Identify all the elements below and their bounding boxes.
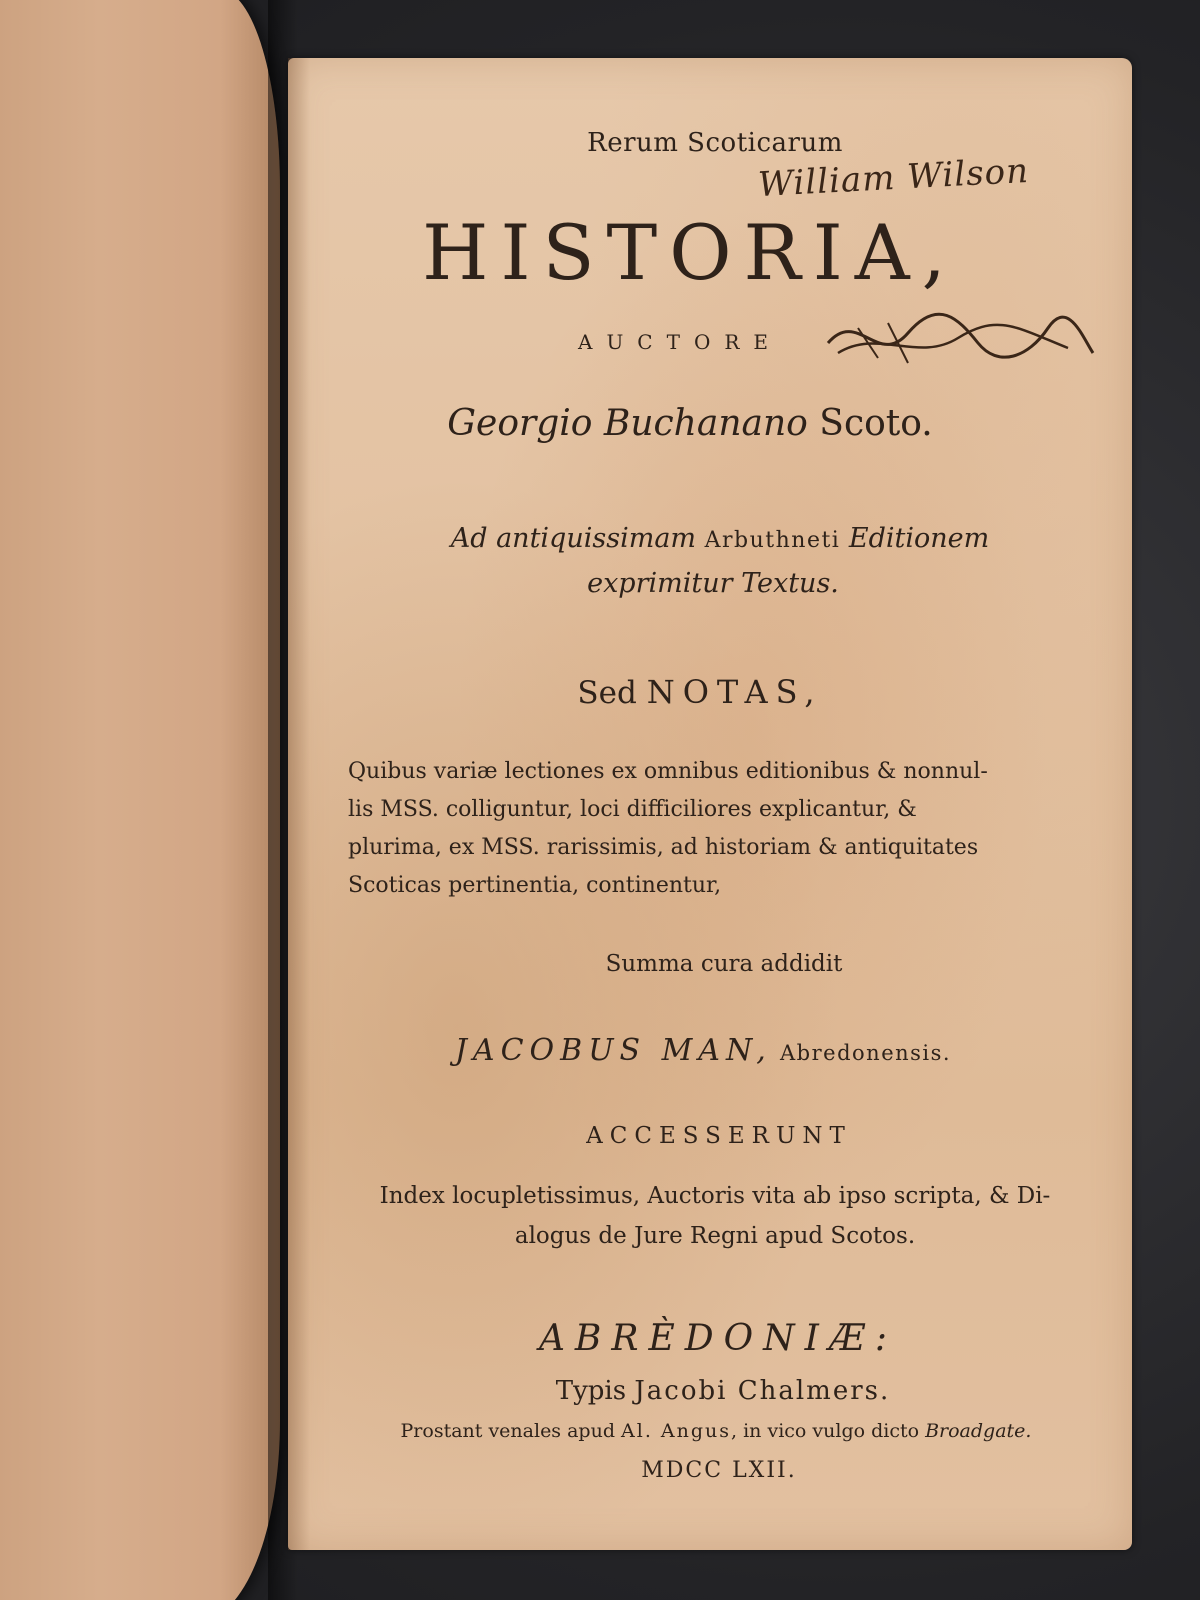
title-page	[288, 58, 1132, 1550]
sed-word: Sed	[577, 675, 647, 711]
notes-line: lis MSS. colliguntur, loci difficiliores explicantur, &	[348, 797, 917, 822]
subtitle-rerum: Rerum Scoticarum	[587, 128, 843, 158]
imprint-place: ABRÈDONIÆ:	[538, 1318, 898, 1359]
notes-paragraph	[348, 753, 998, 905]
author-line	[288, 403, 1132, 444]
notes-line: Quibus variæ lectiones ex omnibus editionibus & nonnul-	[348, 759, 988, 784]
seller-street: Broadgate.	[925, 1420, 1032, 1442]
seller-line	[288, 1420, 1132, 1442]
summa-line: Summa cura addidit	[605, 951, 843, 977]
seller-name: Al. Angus	[621, 1420, 732, 1442]
edition-arbuthneti: Arbuthneti	[704, 528, 841, 553]
seller-text-2: , in vico vulgo dicto	[731, 1420, 926, 1442]
author-name: Georgio Buchanano	[447, 403, 808, 444]
author-suffix: Scoto.	[807, 403, 933, 444]
seller-text-1: Prostant venales apud	[400, 1420, 622, 1442]
edition-text-1: Ad antiquissimam	[450, 523, 705, 554]
editor-origin: Abredonensis.	[771, 1041, 952, 1065]
accesserunt-label: ACCESSERUNT	[586, 1123, 852, 1149]
edition-line	[288, 523, 1132, 554]
editor-line	[288, 1033, 1132, 1068]
auctore-label: AUCTORE	[578, 330, 782, 354]
notes-line: plurima, ex MSS. rarissimis, ad historiam & antiquitates	[348, 835, 979, 860]
edition-text-2: Editionem	[840, 523, 990, 554]
notes-line: Scoticas pertinentia, continentur,	[348, 873, 722, 898]
left-facing-page	[0, 0, 280, 1600]
sed-notas-line	[288, 673, 1132, 711]
index-line-1: Index locupletissimus, Auctoris vita ab ipso scripta, & Di-	[379, 1183, 1051, 1209]
editor-name: JACOBUS MAN,	[454, 1033, 772, 1068]
index-line-2: alogus de Jure Regni apud Scotos.	[514, 1223, 916, 1249]
printer-name: Jacobi Chalmers.	[634, 1376, 891, 1406]
imprint-year: MDCC LXII.	[641, 1458, 797, 1483]
main-title-historia: HISTORIA,	[422, 208, 958, 297]
handwritten-signature: William Wilson	[757, 150, 1030, 206]
typis-word: Typis	[555, 1376, 635, 1406]
exprimitur-line: exprimitur Textus.	[587, 568, 839, 599]
notas-word: NOTAS,	[646, 673, 823, 711]
printer-line	[288, 1376, 1132, 1406]
